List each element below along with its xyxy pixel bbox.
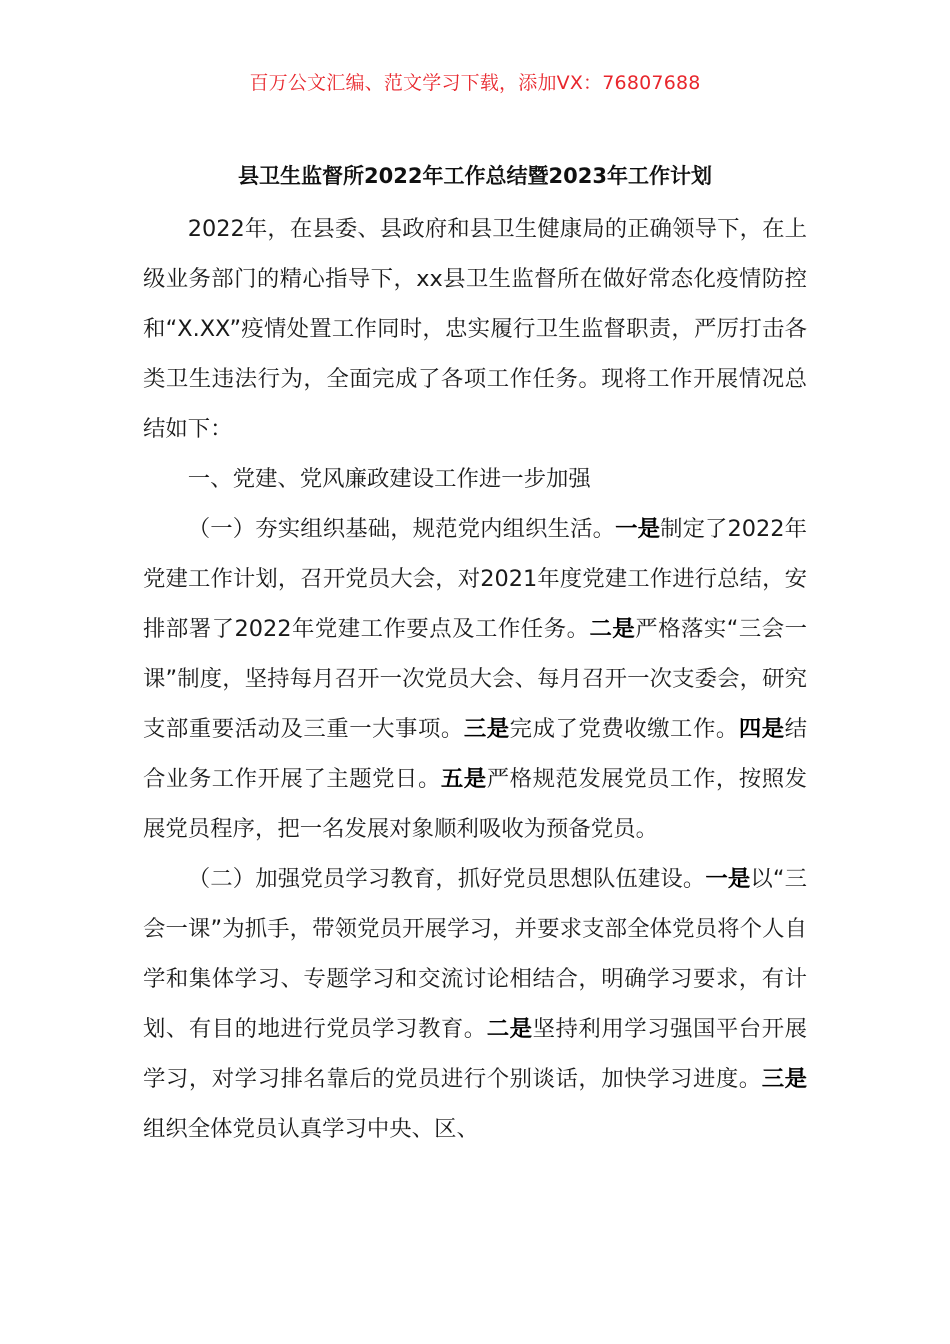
bold-marker: 三是 — [761, 1066, 808, 1092]
bold-marker: 四是 — [738, 716, 785, 742]
paragraph-text: 组织全体党员认真学习中央、区、 — [143, 1116, 479, 1142]
paragraph-party-education — [143, 854, 807, 1154]
bold-marker: 三是 — [463, 716, 510, 742]
paragraph-text: 以“三会一课”为抓手，带领党员开展学习，并要求支部全体党员将个人自学和集体学习、专题学习和交流讨论相结合，明确学习要求，有计划、有目的地进行党员学习教育。 — [143, 866, 808, 1042]
document-title: 县卫生监督所2022年工作总结暨2023年工作计划 — [238, 164, 712, 188]
paragraph-text: （一）夯实组织基础，规范党内组织生活。 — [187, 516, 616, 542]
document-body — [143, 204, 807, 1154]
bold-marker: 一是 — [705, 866, 751, 892]
paragraph-text: 完成了党费收缴工作。 — [509, 716, 739, 742]
intro-paragraph: 2022年，在县委、县政府和县卫生健康局的正确领导下，在上级业务部门的精心指导下，xx县卫生监督所在做好常态化疫情防控和“X.XX”疫情处置工作同时，忠实履行卫生监督职责，严厉打击各类卫生违法行为，全面完成了各项工作任务。现将工作开展情况总结如下： — [143, 216, 807, 442]
bold-marker: 二是 — [589, 616, 636, 642]
paragraph-text: 坚持利用学习强国平台开展学习，对学习排名靠后的党员进行个别谈话，加快学习进度。 — [143, 1016, 808, 1092]
section-heading-1: 一、党建、党风廉政建设工作进一步加强 — [187, 466, 591, 492]
paragraph-party-organization — [143, 504, 807, 854]
bold-marker: 二是 — [486, 1016, 533, 1042]
paragraph-text: （二）加强党员学习教育，抓好党员思想队伍建设。 — [187, 866, 706, 892]
watermark-header: 百万公文汇编、范文学习下载，添加VX：76807688 — [249, 72, 701, 94]
paragraph-text: 制定了2022年党建工作计划，召开党员大会，对2021年度党建工作进行总结，安排部署了2022年党建工作要点及工作任务。 — [143, 516, 808, 642]
bold-marker: 五是 — [440, 766, 487, 792]
paragraph-text: 严格规范发展党员工作，按照发展党员程序，把一名发展对象顺利吸收为预备党员。 — [143, 766, 808, 842]
paragraph-text: 结合业务工作开展了主题党日。 — [143, 716, 808, 792]
paragraph-text: 严格落实“三会一课”制度，坚持每月召开一次党员大会、每月召开一次支委会，研究支部重要活动及三重一大事项。 — [143, 616, 808, 742]
bold-marker: 一是 — [615, 516, 661, 542]
